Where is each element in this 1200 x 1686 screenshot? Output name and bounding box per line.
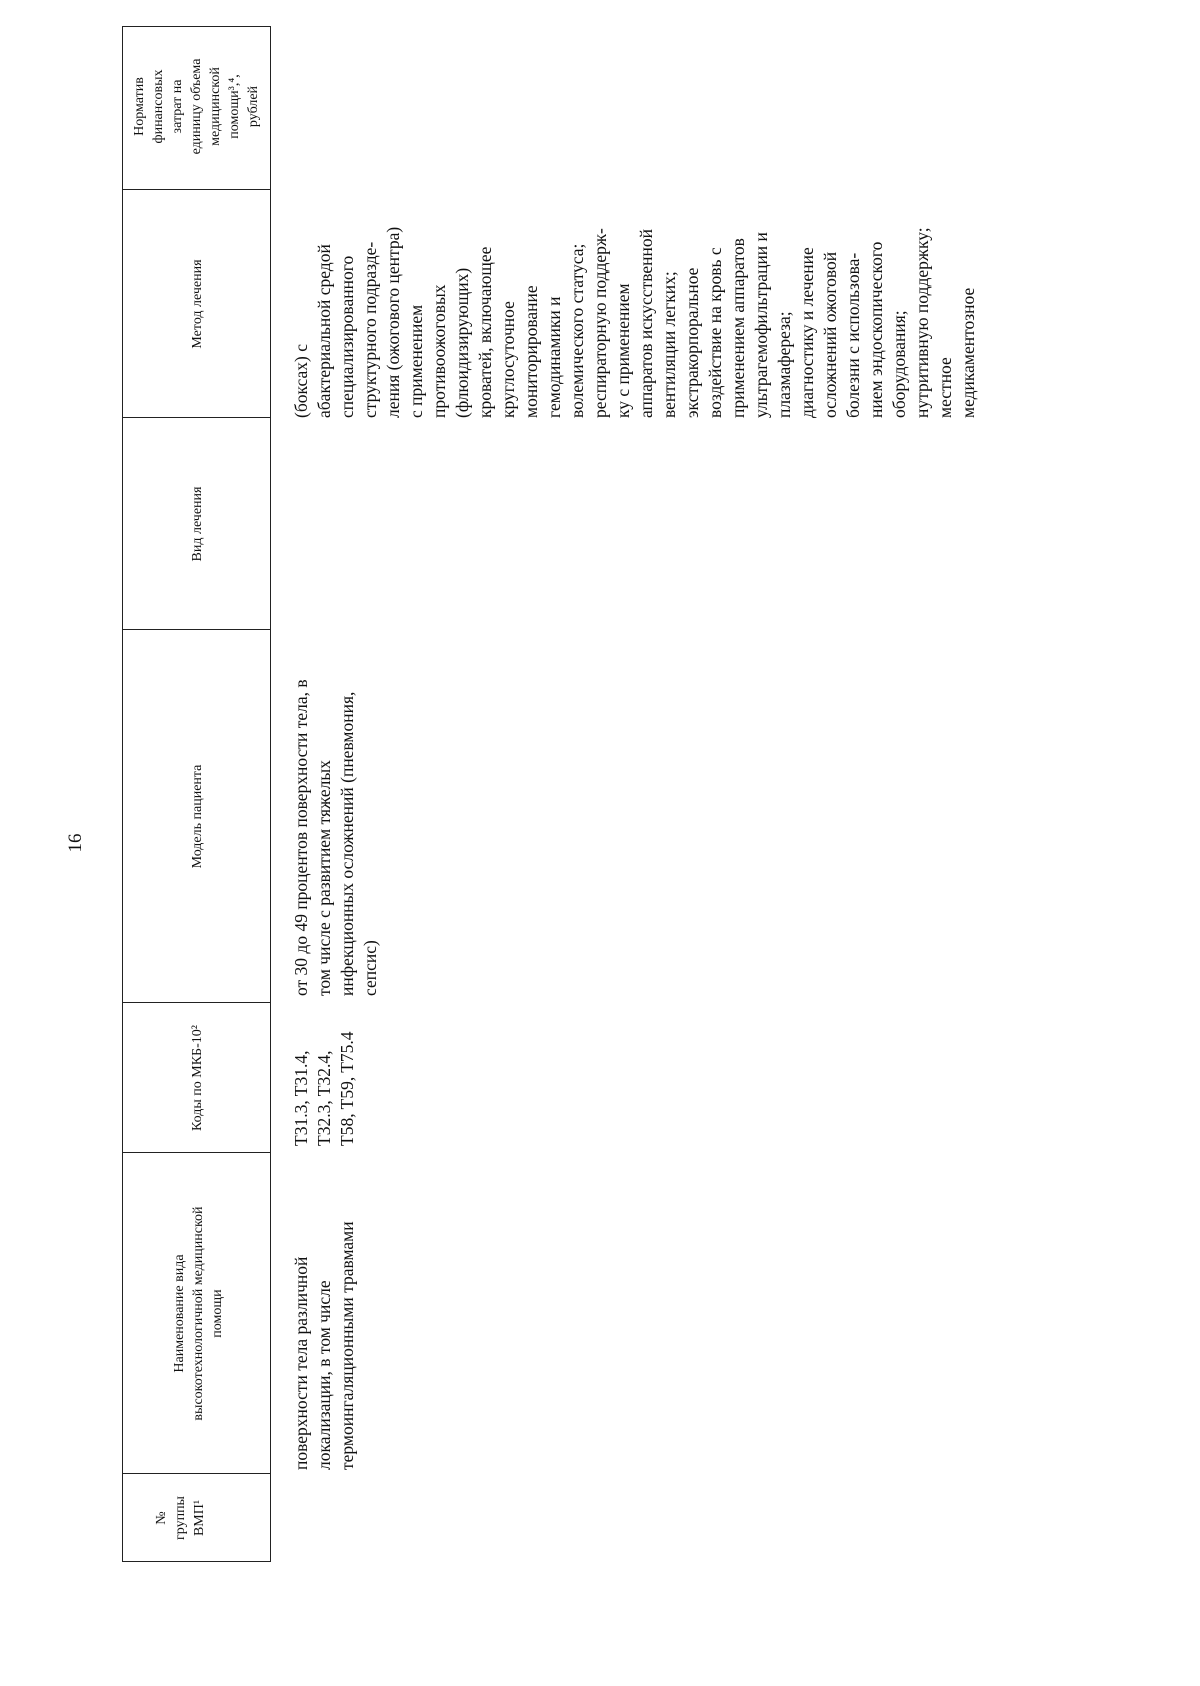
header-treatment-type: Вид лечения xyxy=(190,486,205,562)
header-care-type-name: Наименование вида высокотехнологичной медицинской помощи xyxy=(172,1206,225,1421)
header-icd-codes: Коды по МКБ-10² xyxy=(190,1025,205,1131)
header-bottom-border xyxy=(270,26,271,1562)
header-group-number: № группы ВМП¹ xyxy=(154,1496,207,1540)
row-icd-codes: T31.3, T31.4, T32.3, T32.4, T58, T59, T75.4 xyxy=(291,1031,357,1146)
table-left-border xyxy=(122,26,123,1562)
header-patient-model: Модель пациента xyxy=(190,764,205,869)
row-patient-model: от 30 до 49 процентов поверхности тела, в том числе с развитием тяжелых инфекционных осложнений (пневмония, сепсис) xyxy=(291,679,380,996)
row-treatment-method: (боксах) с абактериальной средой специализированного структурного подразде- ления (ожогового центра) с применением противоожоговых (флюидизирующих) кроватей, включающее круглосуточное мониторирование гемодинамики и волемического статуса; респираторную поддерж- ку с применением аппаратов искусственной вентиляции легких; экстракорпоральное воздействие на кровь с применением аппаратов ультрагемофильтрации и плазмафереза; диагностику и лечение осложнений ожоговой болезни с использова- нием эндоскопического оборудования; нутритивную поддержку; местное медикаментозное xyxy=(291,226,978,418)
page-number: 16 xyxy=(65,833,86,853)
header-treatment-method: Метод лечения xyxy=(190,259,205,349)
row-care-type-name: поверхности тела различной локализации, в том числе термоингаляционными травмами xyxy=(291,1221,357,1470)
header-cost-norm: Норматив финансовых затрат на единицу объема медицинской помощи³,⁴, рублей xyxy=(132,58,261,155)
